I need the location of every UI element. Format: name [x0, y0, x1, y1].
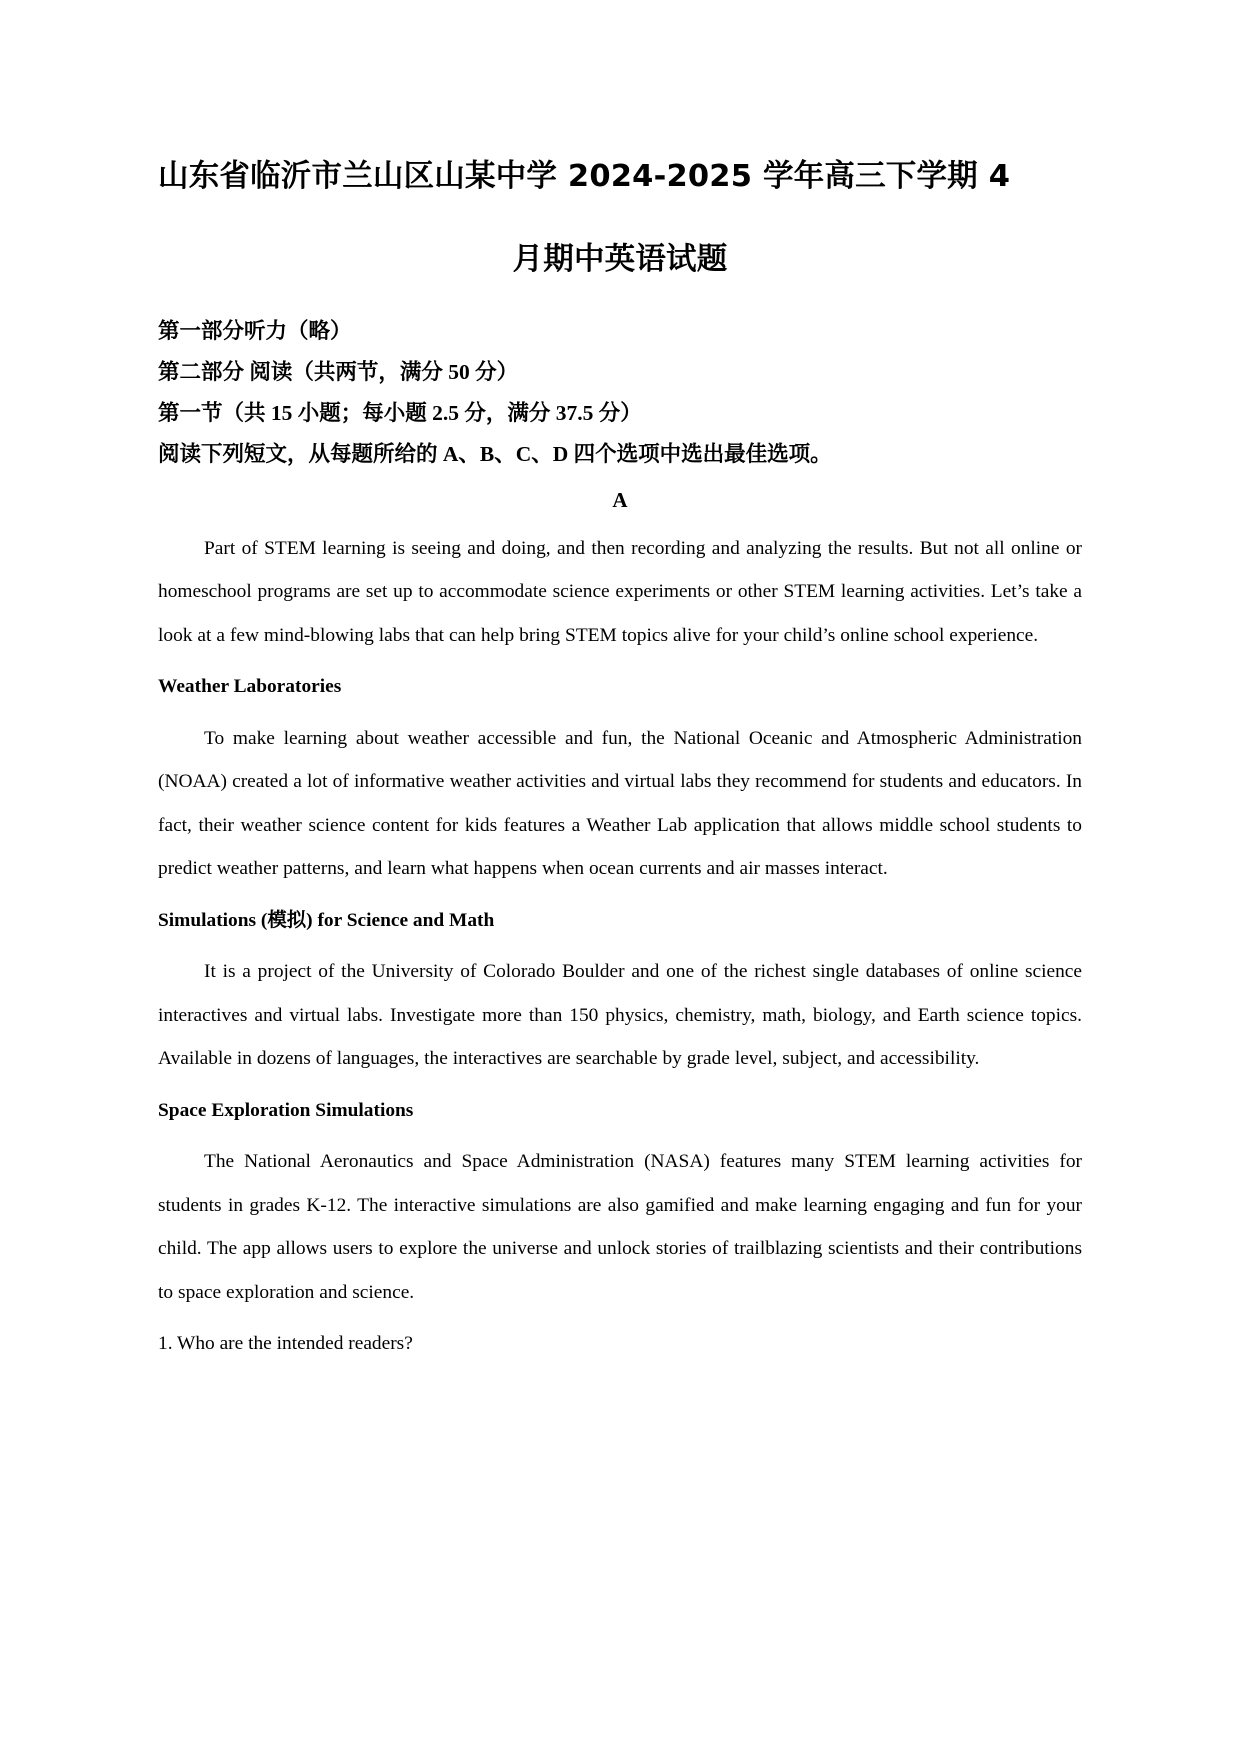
exam-section-headers [158, 321, 1082, 466]
page-title [158, 159, 1082, 277]
reading-instruction: 阅读下列短文，从每题所给的 A、B、C、D 四个选项中选出最佳选项。 [158, 442, 832, 466]
passage-intro-paragraph: Part of STEM learning is seeing and doing, and then recording and analyzing the results. But not all online or homeschool programs are set up to accommodate science experiments or other STEM learning activities. Let’s take a look at a few mind-blowing labs that can help bring STEM topics alive for your child’s online school experience. [158, 537, 1082, 646]
paragraph-space-exploration: The National Aeronautics and Space Administration (NASA) features many STEM learning activities for students in grades K-12. The interactive simulations are also gamified and make learning engaging and fun for your child. The app allows users to explore the universe and unlock stories of trailblazing scientists and their contributions to space exploration and science. [158, 1151, 1082, 1303]
heading-space-exploration: Space Exploration Simulations [158, 1099, 414, 1121]
paragraph-simulations: It is a project of the University of Colorado Boulder and one of the richest single databases of online science interactives and virtual labs. Investigate more than 150 physics, chemistry, math, biology, and Earth science topics. Available in dozens of languages, the interactives are searchable by grade level, subject, and accessibility. [158, 961, 1082, 1069]
part-two-reading-label: 第二部分 阅读（共两节，满分 50 分） [158, 360, 519, 384]
question-1: 1. Who are the intended readers? [158, 1333, 413, 1354]
page-title-line-2: 月期中英语试题 [512, 241, 728, 277]
heading-weather-laboratories: Weather Laboratories [158, 676, 342, 697]
heading-simulations: Simulations (模拟) for Science and Math [158, 909, 495, 931]
passage-letter-a: A [612, 487, 628, 512]
page-content [158, 159, 1082, 1366]
page-title-line-1: 山东省临沂市兰山区山某中学 2024-2025 学年高三下学期 4 [158, 159, 1011, 194]
part-one-listening-label: 第一部分听力（略） [158, 319, 352, 343]
paragraph-weather-laboratories: To make learning about weather accessible and fun, the National Oceanic and Atmospheric Administration (NOAA) created a lot of informative weather activities and virtual labs they recommend for students and educators. In fact, their weather science content for kids features a Weather Lab application that allows middle school students to predict weather patterns, and learn what happens when ocean currents and air masses interact. [158, 727, 1082, 879]
section-one-label: 第一节（共 15 小题；每小题 2.5 分，满分 37.5 分） [158, 401, 642, 425]
